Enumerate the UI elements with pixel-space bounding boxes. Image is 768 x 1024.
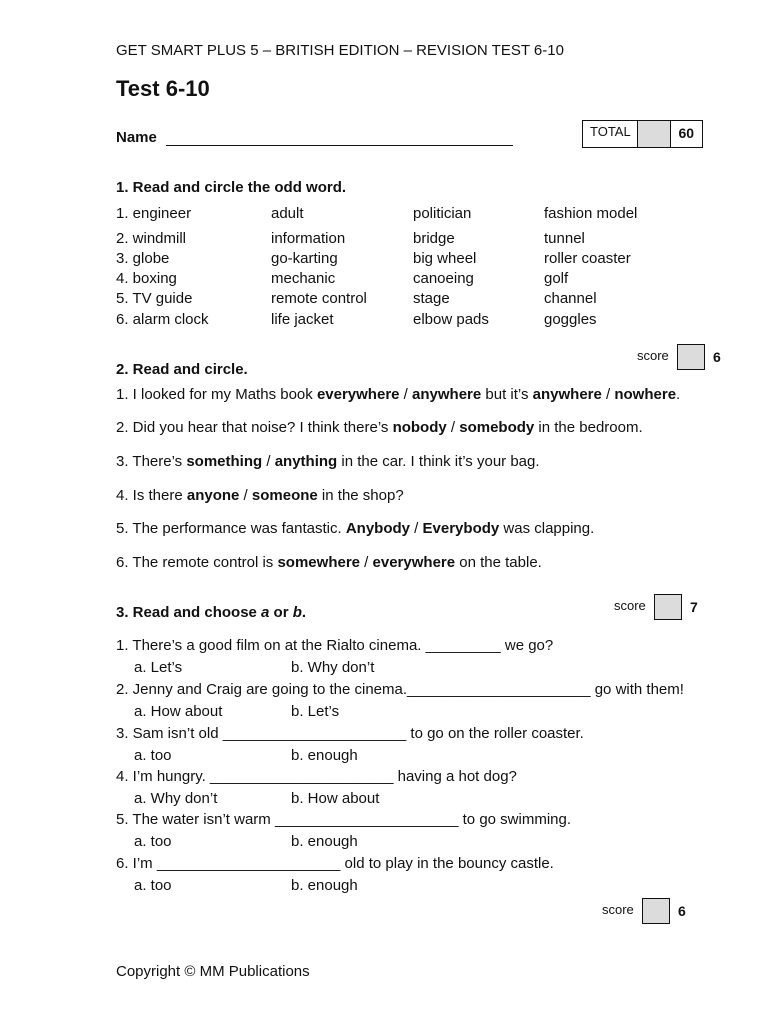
circle-choice[interactable]: something (186, 453, 263, 470)
circle-sentence (116, 554, 542, 571)
circle-choice[interactable]: someone (251, 487, 318, 504)
question-text: 6. I’m ______________________ old to play in the bouncy castle. (116, 855, 554, 872)
odd-word-option[interactable]: 6. alarm clock (116, 311, 209, 328)
sentence-text: 5. The performance was fantastic. (116, 520, 346, 537)
sentence-text: but it’s (481, 386, 533, 403)
section-2-score-value: 7 (690, 599, 698, 615)
option-a[interactable]: a. too (134, 833, 172, 850)
circle-sentence (116, 386, 680, 403)
odd-word-option[interactable]: life jacket (271, 311, 334, 328)
word-row (116, 311, 736, 331)
circle-choice[interactable]: anywhere (412, 386, 482, 403)
section-2-score-box[interactable] (654, 594, 682, 620)
sentence-text: / (601, 386, 615, 403)
odd-word-option[interactable]: 1. engineer (116, 205, 192, 222)
sentence-text: 6. The remote control is (116, 554, 278, 571)
section-3-title-option-b: b (292, 604, 302, 621)
odd-word-option[interactable]: information (271, 230, 346, 247)
sentence-text: in the car. I think it’s your bag. (337, 453, 540, 470)
circle-choice[interactable]: Everybody (422, 520, 500, 537)
answer-options (116, 747, 516, 767)
section-2-title: 2. Read and circle. (116, 361, 248, 378)
circle-choice[interactable]: somebody (459, 419, 535, 436)
word-row (116, 290, 736, 310)
circle-choice[interactable]: nobody (392, 419, 447, 436)
odd-word-option[interactable]: channel (544, 290, 597, 307)
total-score-blank[interactable] (637, 121, 670, 147)
answer-options (116, 833, 516, 853)
name-field-line[interactable] (166, 145, 513, 146)
option-b[interactable]: b. enough (291, 833, 358, 850)
sentence-text: / (410, 520, 423, 537)
circle-choice[interactable]: nowhere (614, 386, 677, 403)
copyright-notice: Copyright © MM Publications (116, 963, 310, 980)
word-row (116, 270, 736, 290)
section-3-title-option-a: a (261, 604, 270, 621)
sentence-text: 2. Did you hear that noise? I think there’s (116, 419, 393, 436)
section-3-title-part: 3. Read and choose (116, 604, 262, 621)
answer-options (116, 790, 516, 810)
option-a[interactable]: a. Why don’t (134, 790, 218, 807)
total-score-box (582, 120, 703, 148)
page-title: Test 6-10 (116, 76, 210, 101)
sentence-text: 3. There’s (116, 453, 187, 470)
question-text: 2. Jenny and Craig are going to the cinema.______________________ go with them! (116, 681, 684, 698)
odd-word-option[interactable]: 2. windmill (116, 230, 187, 247)
option-a[interactable]: a. too (134, 877, 172, 894)
odd-word-option[interactable]: stage (413, 290, 450, 307)
sentence-text: / (239, 487, 252, 504)
section-1-score-label: score (637, 348, 669, 363)
section-3-title-part: . (301, 604, 307, 621)
odd-word-option[interactable]: adult (271, 205, 304, 222)
option-b[interactable]: b. enough (291, 877, 358, 894)
section-3-title (116, 604, 306, 621)
odd-word-option[interactable]: fashion model (544, 205, 638, 222)
option-a[interactable]: a. too (134, 747, 172, 764)
page-header: GET SMART PLUS 5 – BRITISH EDITION – REVISION TEST 6-10 (116, 42, 564, 59)
sentence-text: / (262, 453, 275, 470)
circle-sentence (116, 453, 540, 470)
odd-word-option[interactable]: elbow pads (413, 311, 489, 328)
odd-word-option[interactable]: 3. globe (116, 250, 170, 267)
circle-choice[interactable]: everywhere (316, 386, 400, 403)
section-3-score-value: 6 (678, 903, 686, 919)
section-2-score-label: score (614, 598, 646, 613)
sentence-text: in the bedroom. (534, 419, 643, 436)
odd-word-option[interactable]: 5. TV guide (116, 290, 193, 307)
circle-choice[interactable]: anywhere (532, 386, 602, 403)
circle-sentence (116, 520, 594, 537)
odd-word-option[interactable]: canoeing (413, 270, 474, 287)
question-text: 3. Sam isn’t old ______________________ to go on the roller coaster. (116, 725, 584, 742)
section-1-score-value: 6 (713, 349, 721, 365)
section-3-title-part: or (269, 604, 293, 621)
odd-word-option[interactable]: remote control (271, 290, 367, 307)
section-3-score-label: score (602, 902, 634, 917)
word-row (116, 250, 736, 270)
answer-options (116, 703, 516, 723)
section-1-score-box[interactable] (677, 344, 705, 370)
question-text: 1. There’s a good film on at the Rialto cinema. _________ we go? (116, 637, 554, 654)
circle-choice[interactable]: Anybody (345, 520, 411, 537)
sentence-text: on the table. (455, 554, 542, 571)
sentence-text: / (399, 386, 413, 403)
option-b[interactable]: b. enough (291, 747, 358, 764)
odd-word-option[interactable]: 4. boxing (116, 270, 177, 287)
total-value: 60 (678, 125, 695, 141)
circle-choice[interactable]: somewhere (277, 554, 361, 571)
answer-options (116, 659, 516, 679)
option-a[interactable]: a. Let’s (134, 659, 183, 676)
sentence-text: was clapping. (499, 520, 595, 537)
sentence-text: / (360, 554, 373, 571)
circle-sentence (116, 487, 404, 504)
section-1-title: 1. Read and circle the odd word. (116, 179, 347, 196)
odd-word-option[interactable]: go-karting (271, 250, 338, 267)
sentence-text: 1. I looked for my Maths book (116, 386, 317, 403)
option-b[interactable]: b. Let’s (291, 703, 340, 720)
odd-word-option[interactable]: golf (544, 270, 569, 287)
section-3-score-box[interactable] (642, 898, 670, 924)
circle-choice[interactable]: anything (274, 453, 338, 470)
sentence-text: in the shop? (317, 487, 404, 504)
total-label: TOTAL (590, 124, 631, 139)
odd-word-option[interactable]: bridge (413, 230, 455, 247)
sentence-text: 4. Is there (116, 487, 187, 504)
question-text: 4. I’m hungry. ______________________ having a hot dog? (116, 768, 517, 785)
odd-word-option[interactable]: tunnel (544, 230, 585, 247)
circle-sentence (116, 419, 643, 436)
odd-word-option[interactable]: politician (413, 205, 472, 222)
question-text: 5. The water isn’t warm ______________________ to go swimming. (116, 811, 572, 828)
word-row (116, 230, 736, 250)
odd-word-option[interactable]: goggles (544, 311, 597, 328)
odd-word-option[interactable]: roller coaster (544, 250, 631, 267)
option-a[interactable]: a. How about (134, 703, 223, 720)
circle-choice[interactable]: anyone (186, 487, 240, 504)
word-row (116, 205, 736, 225)
sentence-text: . (676, 386, 681, 403)
odd-word-option[interactable]: big wheel (413, 250, 477, 267)
name-label: Name (116, 129, 157, 146)
circle-choice[interactable]: everywhere (372, 554, 456, 571)
option-b[interactable]: b. How about (291, 790, 380, 807)
answer-options (116, 877, 516, 897)
option-b[interactable]: b. Why don’t (291, 659, 375, 676)
sentence-text: / (446, 419, 460, 436)
odd-word-option[interactable]: mechanic (271, 270, 336, 287)
